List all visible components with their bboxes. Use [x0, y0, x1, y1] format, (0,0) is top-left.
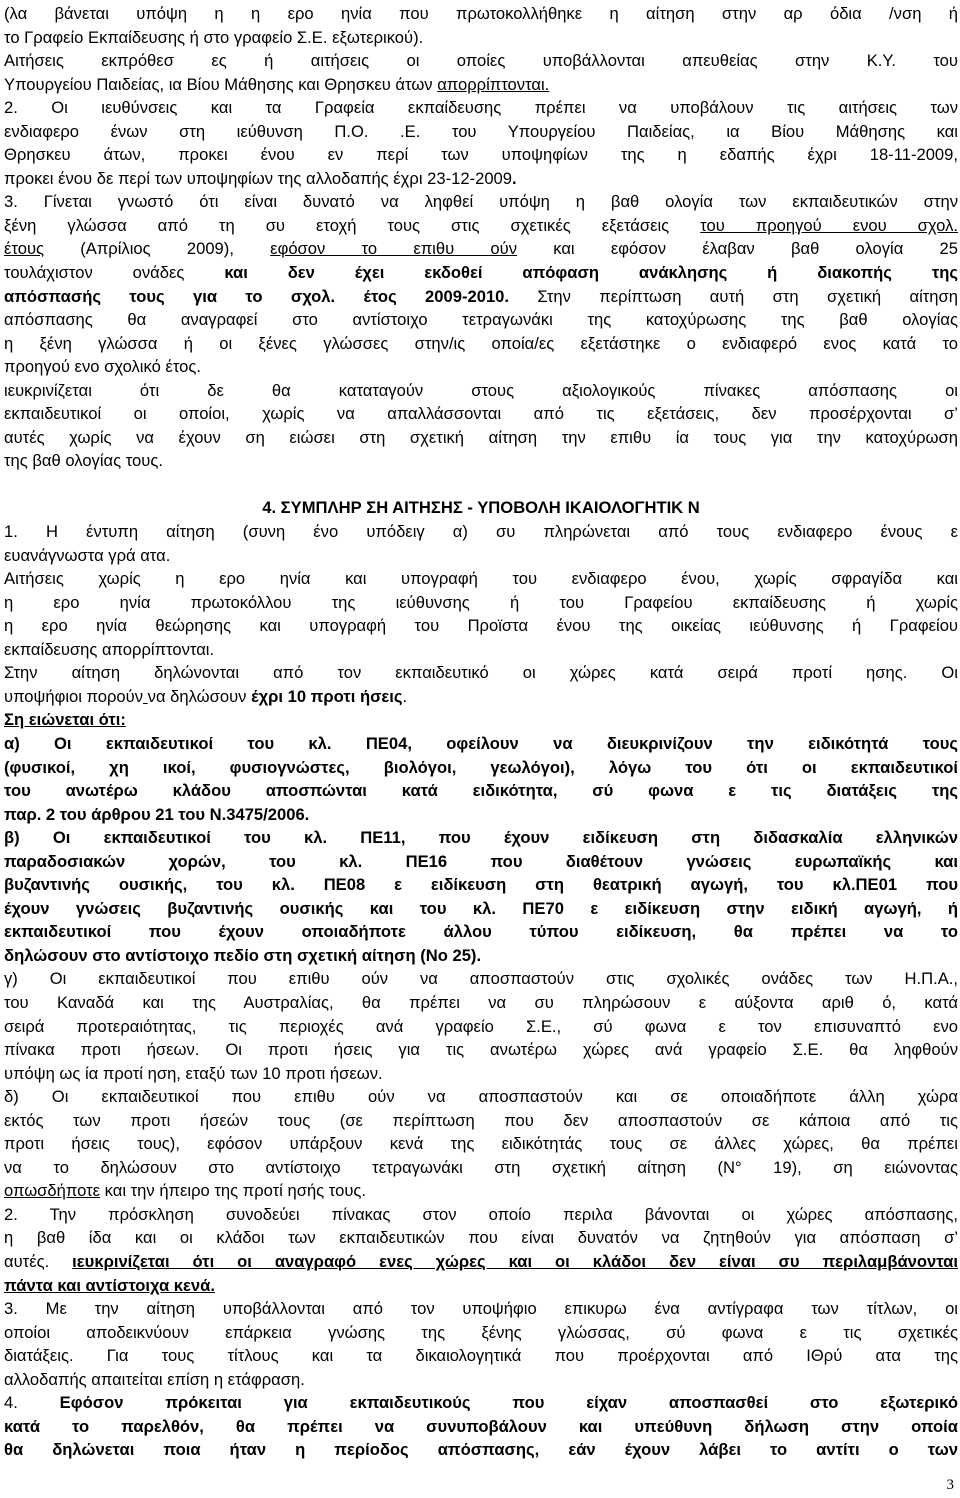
text-line [4, 120, 958, 144]
text-segment: Εφόσον πρόκειται για εκπαιδευτικούς που είχαν αποσπασθεί στο εξωτερικό [59, 1393, 958, 1413]
text-segment: πίνακα προτι ήσεων. Οι προτι ήσεις για τις ανωτέρω χώρες ανά γραφείο Σ.Ε. θα ληφθούν [4, 1040, 958, 1060]
text-segment: ξένη γλώσσα από τη συ ετοχή τους στις σχετικές εξετάσεις [4, 215, 701, 235]
text-segment: έτους [4, 239, 45, 259]
text-line [4, 1344, 958, 1368]
text-line [4, 685, 958, 709]
text-line [4, 426, 958, 450]
text-segment: β) Οι εκπαιδευτικοί του κλ. ΠΕ11, που έχουν ειδίκευση στη διδασκαλία ελληνικών [4, 828, 958, 848]
text-line [4, 496, 958, 520]
text-segment: δηλώσουν στο αντίστοιχο πεδίο στη σχετική αίτηση (Νο 25). [4, 945, 482, 965]
text-segment: το Γραφείο Εκπαίδευσης ή στο γραφείο Σ.Ε. εξωτερικού). [4, 27, 424, 47]
text-segment: προηγού ενο σχολικό έτος. [4, 357, 201, 377]
text-line [4, 850, 958, 874]
text-segment: γ) Οι εκπαιδευτικοί που επιθυ ούν να αποσπαστούν στις σχολικές ονάδες των Η.Π.Α., [4, 969, 958, 989]
text-segment: 2. Οι ιευθύνσεις και τα Γραφεία εκπαίδευσης πρέπει να υποβάλουν τις αιτήσεις των [4, 98, 958, 118]
text-segment: παραδοσιακών χορών, του κλ. ΠΕ16 που διαθέτουν γνώσεις ευρωπαϊκής και [4, 851, 958, 871]
text-segment: η βαθ ίδα και οι κλάδοι των εκπαιδευτικών που είναι δυνατόν να ζητηθούν για απόσπαση σ’ [4, 1228, 958, 1248]
text-line [4, 1085, 958, 1109]
text-segment: αυτές χωρίς να έχουν ση ειώσει στη σχετική αίτηση την επιθυ ία τους για την κατοχύρωση [4, 427, 958, 447]
text-segment: 3. Με την αίτηση υποβάλλονται από τον υποψήφιο επικυρω ένα αντίγραφα των τίτλων, οι [4, 1299, 958, 1319]
text-segment: Θρησκευ άτων, προκει ένου εν περί των υποψηφίων της η εδαπής έχρι 18-11-2009, [4, 145, 958, 165]
text-segment: (λα βάνεται υπόψη η η ερο ηνία που πρωτοκολλήθηκε η αίτηση στην αρ όδια /νση ή [4, 4, 958, 23]
text-line [4, 167, 958, 191]
text-segment: Αιτήσεις εκπρόθεσ ες ή αιτήσεις οι οποίες υποβάλλονται απευθείας στην Κ.Υ. του [4, 51, 958, 71]
text-line [4, 1368, 958, 1392]
text-line [4, 355, 958, 379]
text-segment: . [402, 686, 408, 706]
text-line [4, 1321, 958, 1345]
text-segment: οποίοι αποδεικνύουν επάρκεια γνώσης της ξένης γλώσσας, σύ φωνα ε τις σχετικές [4, 1322, 958, 1342]
text-segment: Ση ειώνεται ότι: [4, 710, 126, 730]
text-segment: και εφόσον έλαβαν βαθ ολογία 25 [517, 239, 958, 259]
text-segment: τουλάχιστον ονάδες [4, 263, 225, 283]
text-line [4, 402, 958, 426]
text-segment: δ) Οι εκπαιδευτικοί που επιθυ ούν να αποσπαστούν και σε οποιαδήποτε άλλη χώρα [4, 1087, 958, 1107]
text-segment: ευανάγνωστα γρά ατα. [4, 545, 171, 565]
text-segment: της βαθ ολογίας τους. [4, 451, 163, 471]
text-line [4, 1391, 958, 1415]
text-segment: 2. Την πρόσκληση συνοδεύει πίνακας στον οποίο περιλα βάνονται οι χώρες απόσπασης, [4, 1204, 958, 1224]
text-segment: του Καναδά και της Αυστραλίας, θα πρέπει να συ πληρώσουν ε αύξοντα αριθ ό, κατά [4, 992, 958, 1012]
text-line [4, 1015, 958, 1039]
text-segment: να το δηλώσουν στο αντίστοιχο τετραγωνάκι στη σχετική αίτηση (Ν° 19), ση ειώνοντας [4, 1157, 958, 1177]
text-line [4, 1274, 958, 1298]
text-segment: Υπουργείου Παιδείας, ια Βίου Μάθησης και Θρησκευ άτων [4, 74, 438, 94]
text-line [4, 261, 958, 285]
text-line [4, 567, 958, 591]
text-line [4, 1297, 958, 1321]
text-segment: πάντα και αντίστοιχα κενά. [4, 1275, 215, 1295]
text-line [4, 1109, 958, 1133]
text-segment: 1. Η έντυπη αίτηση (συνη ένο υπόδειγ α) συ πληρώνεται από τους ενδιαφερο ένους ε [4, 522, 958, 542]
text-line [4, 732, 958, 756]
text-line [4, 591, 958, 615]
text-segment: 3. Γίνεται γνωστό ότι είναι δυνατό να ληφθεί υπόψη η βαθ ολογία των εκπαιδευτικών στην [4, 192, 958, 212]
text-segment: απορρίπτονται. [437, 74, 550, 94]
text-line [4, 285, 958, 309]
text-segment: κατά το παρελθόν, θα πρέπει να συνυποβάλουν και υπεύθυνη δήλωση στην οποία [4, 1416, 958, 1436]
text-line [4, 756, 958, 780]
text-line [4, 473, 958, 497]
text-line [4, 308, 958, 332]
text-line [4, 803, 958, 827]
text-line [4, 1156, 958, 1180]
text-line [4, 897, 958, 921]
text-line [4, 544, 958, 568]
text-line [4, 96, 958, 120]
text-line [4, 944, 958, 968]
text-segment: Στην αίτηση δηλώνονται από τον εκπαιδευτικό οι χώρες κατά σειρά προτί ησης. Οι [4, 663, 958, 683]
text-line [4, 1062, 958, 1086]
text-segment: . [512, 168, 517, 188]
text-line [4, 520, 958, 544]
text-segment: απόσπασής τους για το σχολ. έτος 2009-2010. [4, 286, 510, 306]
text-segment: 4. ΣΥΜΠΛΗΡ ΣΗ ΑΙΤΗΣΗΣ - ΥΠΟΒΟΛΗ ΙΚΑΙΟΛΟΓΗΤΙΚ Ν [262, 498, 700, 518]
text-segment: (Απρίλιος 2009), [44, 239, 271, 259]
text-segment: παρ. 2 του άρθρου 21 του Ν.3475/2006. [4, 804, 310, 824]
text-line [4, 873, 958, 897]
text-segment: η ερο ηνία θεώρησης και υπογραφή του Προϊστα ένου της οικείας ιεύθυνσης ή Γραφείου [4, 616, 958, 636]
text-line [4, 449, 958, 473]
text-segment: αυτές. [4, 1251, 73, 1271]
text-line [4, 379, 958, 403]
text-segment: προκει ένου δε περί των υποψηφίων της αλλοδαπής έχρι 23-12-2009 [4, 168, 513, 188]
text-segment: 4. [4, 1393, 60, 1413]
text-segment: η ερο ηνία πρωτοκόλλου της ιεύθυνσης ή του Γραφείου εκπαίδευσης ή χωρίς [4, 592, 958, 612]
text-segment: εφόσον το επιθυ ούν [270, 239, 518, 259]
text-segment: να δηλώσουν [147, 686, 252, 706]
text-segment: απόσπασης θα αναγραφεί στο αντίστοιχο τετραγωνάκι της κατοχύρωσης της βαθ ολογίας [4, 310, 958, 330]
text-line [4, 708, 958, 732]
text-segment: αλλοδαπής απαιτείται επίση η ετάφραση. [4, 1369, 305, 1389]
text-line [4, 237, 958, 261]
text-line [4, 638, 958, 662]
text-segment: και δεν έχει εκδοθεί απόφαση ανάκλησης ή διακοπής της [224, 263, 958, 283]
text-line [4, 779, 958, 803]
text-line [4, 1203, 958, 1227]
text-segment: ιευκρινίζεται ότι οι αναγραφό ενες χώρες και οι κλάδοι δεν είναι συ περιλαμβάνονται [72, 1251, 958, 1271]
text-line [4, 26, 958, 50]
text-segment: (φυσικοί, χη ικοί, φυσιογνώστες, βιολόγοι, γεωλόγοι), λόγω του ότι οι εκπαιδευτικοί [4, 757, 958, 777]
text-segment: υποψήφιοι πορούν [4, 686, 144, 706]
text-segment: και την ήπειρο της προτί ησής τους. [100, 1181, 367, 1201]
text-segment: ιευκρινίζεται ότι δε θα καταταγούν στους αξιολογικούς πίνακες απόσπασης οι [4, 380, 958, 400]
text-line [4, 190, 958, 214]
text-line [4, 1250, 958, 1274]
text-segment: η ξένη γλώσσα ή οι ξένες γλώσσες στην/ις οποία/ες εξετάστηκε ο ενδιαφερό ενος κατά το [4, 333, 958, 353]
text-segment: σειρά προτεραιότητας, τις περιοχές ανά γραφείο Σ.Ε., σύ φωνα ε τον επισυναπτό ενο [4, 1016, 958, 1036]
page-number: 3 [946, 1477, 954, 1493]
text-segment: του προηγού ενου σχολ. [700, 215, 958, 235]
text-segment: α) Οι εκπαιδευτικοί του κλ. ΠΕ04, οφείλουν να διευκρινίζουν την ειδικότητά τους [4, 733, 958, 753]
text-segment: του ανωτέρω κλάδου αποσπώνται κατά ειδικότητα, σύ φωνα ε τις διατάξεις της [4, 781, 958, 801]
text-segment: θα δηλώνεται ποια ήταν η περίοδος απόσπασης, εάν έχουν λάβει το αντίτι ο των [4, 1440, 958, 1460]
text-line [4, 332, 958, 356]
text-segment: έχουν γνώσεις βυζαντινής ουσικής και του κλ. ΠΕ70 ε ειδίκευση στην ειδική αγωγή, ή [4, 898, 958, 918]
text-line [4, 920, 958, 944]
text-line [4, 73, 958, 97]
text-line [4, 49, 958, 73]
text-segment: έχρι 10 προτι ήσεις [251, 686, 403, 706]
text-line [4, 1038, 958, 1062]
text-line [4, 661, 958, 685]
text-segment: εκπαιδευτικοί οι οποίοι, χωρίς να απαλλάσσονται από τις εξετάσεις, δεν προσέρχονται σ’ [4, 404, 958, 424]
text-line [4, 2, 958, 26]
text-line [4, 1438, 958, 1462]
text-line [4, 991, 958, 1015]
text-line [4, 1179, 958, 1203]
text-segment: εκπαιδευτικοί που έχουν οποιαδήποτε άλλου τύπου ειδίκευση, θα πρέπει να το [4, 922, 958, 942]
text-line [4, 826, 958, 850]
text-line [4, 1132, 958, 1156]
text-segment: βυζαντινής ουσικής, του κλ. ΠΕ08 ε ειδίκευση στη θεατρική αγωγή, του κλ.ΠΕ01 που [4, 875, 958, 895]
text-line [4, 1415, 958, 1439]
text-segment: ενδιαφερο ένων στη ιεύθυνση Π.Ο. .Ε. του Υπουργείου Παιδείας, ια Βίου Μάθησης και [4, 121, 958, 141]
text-line [4, 143, 958, 167]
document-body [4, 2, 958, 1462]
text-segment: οπωσδήποτε [4, 1181, 101, 1201]
text-line [4, 614, 958, 638]
text-line [4, 214, 958, 238]
text-segment: Αιτήσεις χωρίς η ερο ηνία και υπογραφή του ενδιαφερο ένου, χωρίς σφραγίδα και [4, 569, 958, 589]
text-segment: διατάξεις. Για τους τίτλους και τα δικαιολογητικά που προέρχονται από ΙΘρύ ατα της [4, 1346, 958, 1366]
text-line [4, 1226, 958, 1250]
text-segment: Στην περίπτωση αυτή στη σχετική αίτηση [509, 286, 959, 306]
text-segment: υπόψη ως ία προτί ηση, εταξύ των 10 προτι ήσεων. [4, 1063, 383, 1083]
text-segment: εκπαίδευσης απορρίπτονται. [4, 639, 215, 659]
text-segment: προτι ήσεις τους), εφόσον υπάρξουν κενά της ειδικότητάς τους σε άλλες χώρες, θα πρέπει [4, 1134, 958, 1154]
text-line [4, 967, 958, 991]
text-segment: εκτός των προτι ήσεών τους (σε περίπτωση που δεν αποσπαστούν σε κάποια από τις [4, 1110, 958, 1130]
